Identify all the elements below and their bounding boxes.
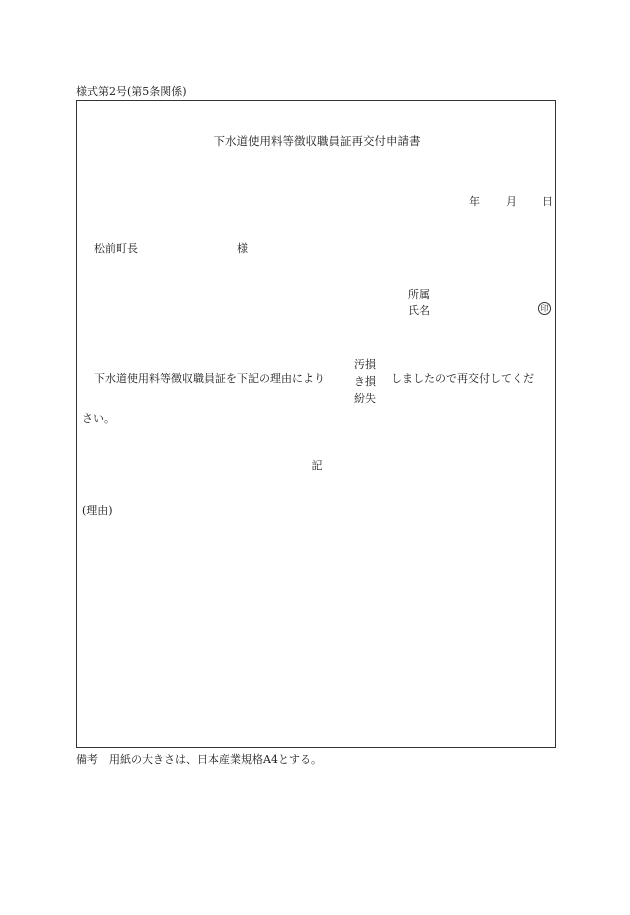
- body-text-line1-tail: しましたので再交付してくだ: [391, 372, 534, 385]
- body-text-line1: 下水道使用料等徴収職員証を下記の理由により: [94, 372, 325, 385]
- name-label: 氏名: [408, 304, 430, 317]
- date-day-label: 日: [542, 195, 553, 208]
- reason-choices: [354, 356, 382, 407]
- form-title: 下水道使用料等徴収職員証再交付申請書: [213, 134, 421, 148]
- seal-mark: 印: [538, 302, 551, 315]
- addressee: 松前町長: [94, 242, 138, 255]
- choice-lost: 紛失: [354, 392, 376, 405]
- form-number-label: 様式第2号(第5条関係): [76, 85, 187, 98]
- choice-soiled: 汚損: [354, 358, 376, 371]
- date-month-label: 月: [506, 195, 517, 208]
- affiliation-label: 所属: [408, 288, 430, 301]
- reason-label: (理由): [82, 504, 113, 517]
- ki-heading: 記: [311, 459, 323, 472]
- body-text-line2: さい。: [82, 412, 115, 425]
- application-form-frame: [76, 100, 556, 748]
- footnote: 備考 用紙の大きさは、日本産業規格A4とする。: [76, 753, 322, 766]
- choice-damaged: き損: [354, 375, 376, 388]
- date-year-label: 年: [469, 195, 480, 208]
- honorific: 様: [237, 242, 248, 255]
